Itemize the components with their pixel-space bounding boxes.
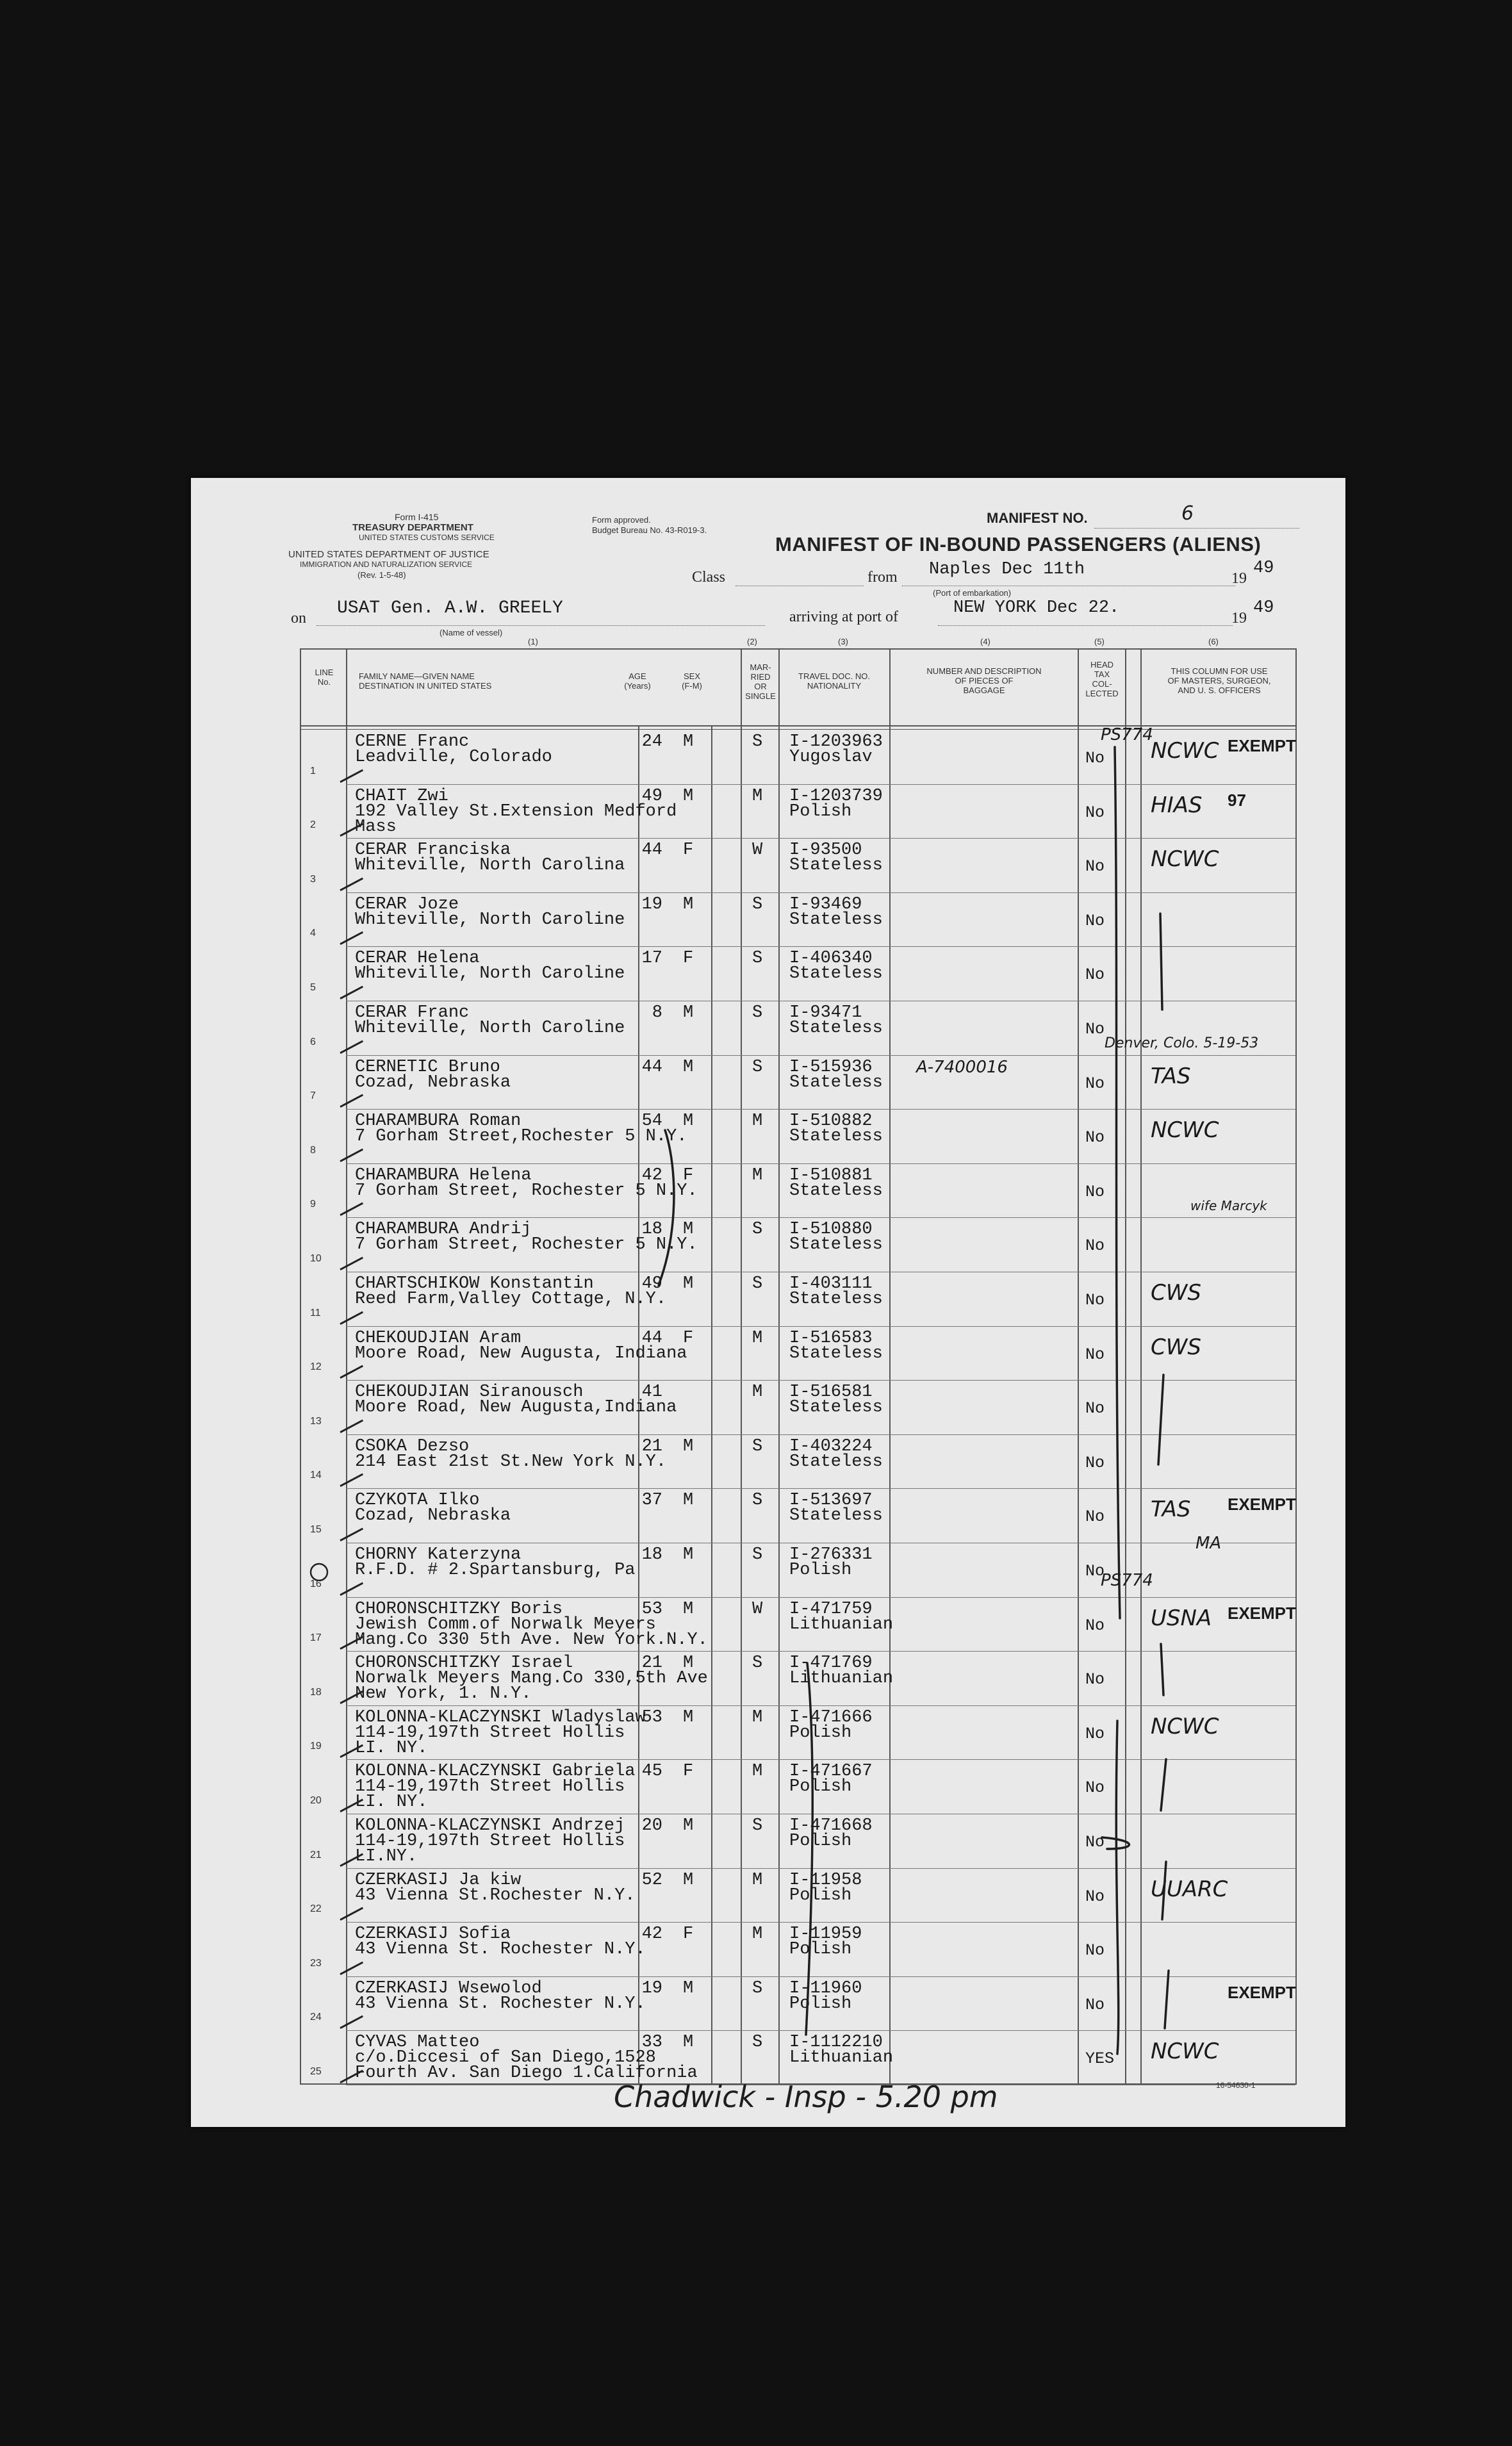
age: 19	[641, 894, 662, 914]
travel-doc-number: I-11958	[789, 1870, 862, 1890]
officer-annotation: wife Marcyk	[1190, 1198, 1267, 1213]
destination: Whiteville, North Carolina	[355, 856, 625, 876]
marital-status: S	[752, 1654, 763, 1673]
age: 19	[641, 1978, 662, 1998]
line-number: 25	[310, 2065, 322, 2077]
marital-status: S	[752, 894, 763, 914]
head-tax: No	[1085, 1020, 1105, 1038]
department-line: UNITED STATES CUSTOMS SERVICE	[359, 533, 495, 542]
footer-code: 16-54630-1	[1216, 2081, 1256, 2090]
officer-note: NCWC	[1151, 846, 1219, 873]
destination: c/o.Diccesi of San Diego,1528	[355, 2048, 656, 2068]
marital-status: S	[752, 732, 763, 751]
line-number: 12	[310, 1361, 322, 1373]
line-number: 16	[310, 1578, 322, 1589]
header-line-no: LINE No.	[315, 668, 334, 687]
on-label: on	[291, 610, 306, 627]
nationality: Yugoslav	[789, 748, 873, 767]
passenger-name: CHAIT Zwi	[355, 786, 448, 806]
destination: Reed Farm,Valley Cottage, N.Y.	[355, 1290, 667, 1309]
travel-doc-number: I-403224	[789, 1436, 873, 1456]
marital-status: M	[752, 1383, 763, 1402]
destination: 7 Gorham Street, Rochester 5 N.Y.	[355, 1181, 698, 1201]
nationality: Polish	[789, 1832, 852, 1851]
nationality: Polish	[789, 1561, 852, 1580]
age: 21	[641, 1436, 662, 1456]
age: 49	[641, 786, 662, 806]
nationality: Polish	[789, 1723, 852, 1743]
embarkation-note: (Port of embarkation)	[933, 588, 1012, 598]
destination-cont: Mang.Co 330 5th Ave. New York.N.Y.	[355, 1630, 708, 1650]
passenger-name: CERNE Franc	[355, 732, 470, 751]
nationality: Stateless	[789, 1398, 883, 1418]
year-value: 49	[1253, 598, 1274, 618]
header-baggage: NUMBER AND DESCRIPTION OF PIECES OF BAGGAGE	[926, 666, 1042, 695]
line-number: 17	[310, 1632, 322, 1644]
age: 44	[641, 841, 662, 860]
officer-note-secondary: EXEMPT	[1228, 1495, 1296, 1514]
line-number: 10	[310, 1252, 322, 1264]
passenger-name: KOLONNA-KLACZYNSKI Andrzej	[355, 1816, 625, 1835]
head-tax: No	[1085, 1724, 1105, 1743]
marital-status: M	[752, 1112, 763, 1131]
age: 17	[641, 949, 662, 969]
destination: 114-19,197th Street Hollis	[355, 1723, 625, 1743]
header-age: AGE (Years)	[624, 671, 651, 691]
travel-doc-number: I-403111	[789, 1274, 873, 1293]
nationality: Lithuanian	[789, 1669, 894, 1689]
passenger-name: CHEKOUDJIAN Siranousch	[355, 1383, 584, 1402]
officer-note: TAS	[1151, 1497, 1191, 1523]
passenger-name: CHORONSCHITZKY Israel	[355, 1654, 573, 1673]
sex: M	[683, 1599, 694, 1619]
year-prefix: 19	[1231, 610, 1247, 627]
age: 42	[641, 1925, 662, 1944]
line-number: 8	[310, 1144, 316, 1156]
passenger-name: CERNETIC Bruno	[355, 1057, 500, 1077]
travel-doc-number: I-11959	[789, 1925, 862, 1944]
age: 18	[641, 1220, 662, 1240]
head-tax: No	[1085, 1399, 1105, 1418]
officer-note: CWS	[1151, 1280, 1201, 1306]
officer-note: NCWC	[1151, 2039, 1219, 2065]
line-number: 5	[310, 981, 316, 993]
manifest-number: 6	[1181, 502, 1194, 525]
destination: Norwalk Meyers Mang.Co 330,5th Ave	[355, 1669, 708, 1689]
age: 21	[641, 1654, 662, 1673]
sex: M	[683, 2033, 694, 2053]
passenger-name: CERAR Joze	[355, 894, 459, 914]
passenger-name: CHARTSCHIKOW Konstantin	[355, 1274, 594, 1293]
handwritten-marks	[191, 478, 1345, 2127]
budget-bureau: Budget Bureau No. 43-R019-3.	[592, 525, 707, 535]
nationality: Polish	[789, 1940, 852, 1960]
nationality: Polish	[789, 1994, 852, 2014]
head-tax: No	[1085, 1236, 1105, 1256]
head-tax: No	[1085, 1182, 1105, 1201]
sex: M	[683, 1654, 694, 1673]
nationality: Stateless	[789, 856, 883, 876]
from-label: from	[867, 569, 898, 586]
sex: M	[683, 1220, 694, 1240]
passenger-name: CZERKASIJ Ja kiw	[355, 1870, 522, 1890]
destination-cont: LI.NY.	[355, 1847, 418, 1866]
age: 44	[641, 1057, 662, 1077]
manifest-number-label: MANIFEST NO.	[987, 510, 1088, 526]
marital-status: W	[752, 1599, 763, 1619]
nationality: Lithuanian	[789, 1614, 894, 1634]
travel-doc-number: I-516583	[789, 1328, 873, 1348]
officer-note-secondary: EXEMPT	[1228, 1982, 1296, 2002]
manifest-page	[191, 478, 1345, 2127]
sex: M	[683, 1057, 694, 1077]
marital-status: M	[752, 1870, 763, 1890]
marital-status: S	[752, 1978, 763, 1998]
column-number: (3)	[838, 637, 848, 646]
head-tax: No	[1085, 1995, 1105, 2014]
head-tax: No	[1085, 803, 1105, 822]
header-sex: SEX (F-M)	[682, 671, 702, 691]
travel-doc-number: I-406340	[789, 949, 873, 969]
line-number: 13	[310, 1415, 322, 1427]
travel-doc-number: I-276331	[789, 1545, 873, 1564]
travel-doc-number: I-471667	[789, 1762, 873, 1782]
head-tax: No	[1085, 1562, 1105, 1580]
passenger-name: CERAR Helena	[355, 949, 480, 969]
vessel-note: (Name of vessel)	[440, 628, 503, 637]
column-number: (1)	[528, 637, 538, 646]
destination: 114-19,197th Street Hollis	[355, 1777, 625, 1797]
destination-cont: Fourth Av. San Diego 1.California	[355, 2064, 698, 2083]
nationality: Polish	[789, 1885, 852, 1905]
destination-cont: Mass	[355, 817, 397, 837]
destination: Whiteville, North Caroline	[355, 910, 625, 930]
destination-cont: LI. NY.	[355, 1793, 428, 1812]
column-number: (4)	[980, 637, 990, 646]
age: 45	[641, 1762, 662, 1782]
head-tax: No	[1085, 1887, 1105, 1906]
officer-note: NCWC	[1151, 738, 1219, 764]
travel-doc-number: I-515936	[789, 1057, 873, 1077]
marital-status: S	[752, 1003, 763, 1022]
sex: M	[683, 732, 694, 751]
line-number: 18	[310, 1686, 322, 1698]
marital-status: S	[752, 1220, 763, 1240]
line-number: 19	[310, 1741, 322, 1752]
header-head-tax: HEAD TAX COL- LECTED	[1085, 660, 1119, 698]
passenger-name: CHEKOUDJIAN Aram	[355, 1328, 522, 1348]
marital-status: M	[752, 1165, 763, 1185]
destination: Moore Road, New Augusta,Indiana	[355, 1398, 677, 1418]
destination: 114-19,197th Street Hollis	[355, 1832, 625, 1851]
form-approved: Form approved.	[592, 515, 651, 525]
head-tax: No	[1085, 1291, 1105, 1309]
officer-note: UUARC	[1151, 1876, 1228, 1902]
line-number: 11	[310, 1307, 321, 1318]
nationality: Stateless	[789, 1019, 883, 1038]
marital-status: S	[752, 1436, 763, 1456]
sex: M	[683, 1978, 694, 1998]
age: 49	[641, 1274, 662, 1293]
destination: Leadville, Colorado	[355, 748, 552, 767]
head-tax: No	[1085, 1616, 1105, 1635]
travel-doc-number: I-11960	[789, 1978, 862, 1998]
officer-note-secondary: EXEMPT	[1228, 736, 1296, 755]
passenger-name: CERAR Franc	[355, 1003, 470, 1022]
head-tax: No	[1085, 1074, 1105, 1093]
age: 42	[641, 1165, 662, 1185]
nationality: Stateless	[789, 1072, 883, 1092]
header-name: FAMILY NAME—GIVEN NAME DESTINATION IN UNITED STATES	[359, 671, 492, 691]
destination: Whiteville, North Caroline	[355, 964, 625, 984]
age: 33	[641, 2033, 662, 2053]
line-number: 23	[310, 1957, 322, 1969]
vessel-name: USAT Gen. A.W. GREELY	[337, 598, 563, 618]
line-number: 1	[310, 765, 316, 776]
marital-status: S	[752, 1057, 763, 1077]
travel-doc-number: I-513697	[789, 1491, 873, 1511]
destination: R.F.D. # 2.Spartansburg, Pa	[355, 1561, 636, 1580]
nationality: Stateless	[789, 1506, 883, 1526]
line-number: 9	[310, 1199, 316, 1210]
travel-doc-number: I-510882	[789, 1112, 873, 1131]
officer-annotation: PS774	[1101, 1571, 1153, 1590]
sex: M	[683, 1870, 694, 1890]
age: 8	[652, 1003, 662, 1022]
marital-status: M	[752, 1707, 763, 1727]
officer-annotation: Denver, Colo. 5-19-53	[1105, 1035, 1259, 1051]
nationality: Stateless	[789, 1235, 883, 1255]
year-prefix: 19	[1231, 570, 1247, 587]
officer-note: CWS	[1151, 1334, 1201, 1360]
passenger-name: CZERKASIJ Sofia	[355, 1925, 511, 1944]
officer-note: USNA	[1151, 1605, 1212, 1631]
nationality: Stateless	[789, 1181, 883, 1201]
head-tax: No	[1085, 857, 1105, 876]
destination: 43 Vienna St. Rochester N.Y.	[355, 1994, 646, 2014]
sex: M	[683, 894, 694, 914]
age: 20	[641, 1816, 662, 1835]
age: 52	[641, 1870, 662, 1890]
head-tax: No	[1085, 1345, 1105, 1364]
head-tax: No	[1085, 1778, 1105, 1798]
line-number: 20	[310, 1794, 322, 1806]
sex: M	[683, 1545, 694, 1564]
marital-status: S	[752, 1274, 763, 1293]
head-tax: No	[1085, 1507, 1105, 1527]
port-of-embarkation: Naples Dec 11th	[929, 560, 1085, 579]
arrival-port-date: NEW YORK Dec 22.	[953, 598, 1120, 618]
department-line: UNITED STATES DEPARTMENT OF JUSTICE	[288, 549, 489, 560]
passenger-name: CHARAMBURA Andrij	[355, 1220, 532, 1240]
head-tax: YES	[1085, 2049, 1115, 2069]
destination-cont: LI. NY.	[355, 1738, 428, 1758]
destination: 7 Gorham Street, Rochester 5 N.Y.	[355, 1235, 698, 1255]
travel-doc-number: I-471666	[789, 1707, 873, 1727]
destination: 43 Vienna St.Rochester N.Y.	[355, 1885, 636, 1905]
marital-status: S	[752, 2033, 763, 2053]
sex: F	[683, 1328, 694, 1348]
revision-date: (Rev. 1-5-48)	[357, 570, 406, 580]
age: 41	[641, 1383, 662, 1402]
officer-note-secondary: 97	[1228, 790, 1246, 810]
line-number: 3	[310, 873, 316, 885]
officer-note: TAS	[1151, 1063, 1191, 1089]
officer-annotation: MA	[1196, 1534, 1222, 1553]
sex: F	[683, 1925, 694, 1944]
sex: M	[683, 1816, 694, 1835]
passenger-name: CYVAS Matteo	[355, 2033, 480, 2053]
nationality: Stateless	[789, 964, 883, 984]
travel-doc-number: I-471668	[789, 1816, 873, 1835]
sex: M	[683, 1491, 694, 1511]
age: 37	[641, 1491, 662, 1511]
officer-note: NCWC	[1151, 1713, 1219, 1739]
travel-doc-number: I-93500	[789, 841, 862, 860]
passenger-name: CERAR Franciska	[355, 841, 511, 860]
line-number: 22	[310, 1903, 322, 1915]
travel-doc-number: I-516581	[789, 1383, 873, 1402]
destination: 214 East 21st St.New York N.Y.	[355, 1452, 667, 1472]
nationality: Stateless	[789, 1127, 883, 1147]
marital-status: S	[752, 1816, 763, 1835]
line-number: 15	[310, 1523, 322, 1535]
class-label: Class	[692, 569, 726, 586]
officer-note: HIAS	[1151, 792, 1203, 818]
sex: F	[683, 1165, 694, 1185]
nationality: Stateless	[789, 1343, 883, 1363]
column-number: (6)	[1208, 637, 1219, 646]
head-tax: No	[1085, 911, 1105, 930]
travel-doc-number: I-1112210	[789, 2033, 883, 2053]
destination: 7 Gorham Street,Rochester 5 N.Y.	[355, 1127, 687, 1147]
inspector-signature: Chadwick - Insp - 5.20 pm	[614, 2080, 998, 2114]
destination: Cozad, Nebraska	[355, 1072, 511, 1092]
passenger-name: CHORNY Katerzyna	[355, 1545, 522, 1564]
marital-status: S	[752, 1545, 763, 1564]
passenger-name: CHORONSCHITZKY Boris	[355, 1599, 563, 1619]
header-travel-doc: TRAVEL DOC. NO. NATIONALITY	[798, 671, 870, 691]
line-number: 2	[310, 819, 316, 831]
destination: 192 Valley St.Extension Medford	[355, 801, 677, 821]
sex: M	[683, 1112, 694, 1131]
line-number: 4	[310, 928, 316, 939]
head-tax: No	[1085, 749, 1105, 767]
travel-doc-number: I-510880	[789, 1220, 873, 1240]
marital-status: M	[752, 1762, 763, 1782]
department-line: IMMIGRATION AND NATURALIZATION SERVICE	[300, 560, 473, 569]
marital-status: M	[752, 1328, 763, 1348]
head-tax: No	[1085, 1453, 1105, 1472]
age: 18	[641, 1545, 662, 1564]
nationality: Lithuanian	[789, 2048, 894, 2068]
baggage-number: A-7400016	[916, 1057, 1008, 1077]
travel-doc-number: I-471759	[789, 1599, 873, 1619]
nationality: Stateless	[789, 1452, 883, 1472]
passenger-name: KOLONNA-KLACZYNSKI Wladyslaw	[355, 1707, 646, 1727]
travel-doc-number: I-1203963	[789, 732, 883, 751]
officer-note: NCWC	[1151, 1117, 1219, 1144]
head-tax: No	[1085, 1833, 1105, 1851]
destination-cont: New York, 1. N.Y.	[355, 1684, 532, 1704]
officer-note-secondary: EXEMPT	[1228, 1603, 1296, 1623]
destination: Moore Road, New Augusta, Indiana	[355, 1343, 687, 1363]
marital-status: M	[752, 1925, 763, 1944]
sex: F	[683, 949, 694, 969]
travel-doc-number: I-93471	[789, 1003, 862, 1022]
age: 53	[641, 1707, 662, 1727]
officer-annotation: PS774	[1101, 725, 1153, 744]
sex: F	[683, 1762, 694, 1782]
destination: Whiteville, North Caroline	[355, 1019, 625, 1038]
head-tax: No	[1085, 1128, 1105, 1147]
head-tax: No	[1085, 965, 1105, 985]
passenger-name: CZERKASIJ Wsewolod	[355, 1978, 542, 1998]
line-number: 7	[310, 1090, 316, 1102]
marital-status: S	[752, 1491, 763, 1511]
sex: M	[683, 1707, 694, 1727]
passenger-name: CHARAMBURA Helena	[355, 1165, 532, 1185]
sex: M	[683, 1436, 694, 1456]
line-number: 14	[310, 1470, 322, 1481]
manifest-title: MANIFEST OF IN-BOUND PASSENGERS (ALIENS)	[775, 533, 1261, 555]
sex: F	[683, 841, 694, 860]
passenger-name: CHARAMBURA Roman	[355, 1112, 522, 1131]
passenger-name: CSOKA Dezso	[355, 1436, 470, 1456]
destination: 43 Vienna St. Rochester N.Y.	[355, 1940, 646, 1960]
travel-doc-number: I-510881	[789, 1165, 873, 1185]
column-number: (2)	[747, 637, 757, 646]
column-number: (5)	[1094, 637, 1105, 646]
destination: Jewish Comm.of Norwalk Meyers	[355, 1614, 656, 1634]
travel-doc-number: I-1203739	[789, 786, 883, 806]
nationality: Polish	[789, 1777, 852, 1797]
age: 54	[641, 1112, 662, 1131]
arriving-label: arriving at port of	[789, 609, 898, 625]
age: 44	[641, 1328, 662, 1348]
line-number: 6	[310, 1036, 316, 1047]
line-number: 24	[310, 2012, 322, 2023]
age: 53	[641, 1599, 662, 1619]
form-number: Form I-415	[395, 512, 439, 522]
passenger-name: KOLONNA-KLACZYNSKI Gabriela	[355, 1762, 636, 1782]
travel-doc-number: I-471769	[789, 1654, 873, 1673]
year-value: 49	[1253, 559, 1274, 578]
marital-status: W	[752, 841, 763, 860]
age: 24	[641, 732, 662, 751]
sex: M	[683, 786, 694, 806]
sex: M	[683, 1003, 694, 1022]
travel-doc-number: I-93469	[789, 894, 862, 914]
destination: Cozad, Nebraska	[355, 1506, 511, 1526]
nationality: Stateless	[789, 1290, 883, 1309]
nationality: Polish	[789, 801, 852, 821]
marital-status: M	[752, 786, 763, 806]
head-tax: No	[1085, 1670, 1105, 1689]
department-line: TREASURY DEPARTMENT	[352, 522, 473, 533]
line-number: 21	[310, 1849, 322, 1860]
head-tax: No	[1085, 1941, 1105, 1960]
marital-status: S	[752, 949, 763, 969]
passenger-name: CZYKOTA Ilko	[355, 1491, 480, 1511]
header-officers: THIS COLUMN FOR USE OF MASTERS, SURGEON, AND U. S. OFFICERS	[1167, 666, 1271, 695]
nationality: Stateless	[789, 910, 883, 930]
sex: M	[683, 1274, 694, 1293]
header-married: MAR- RIED OR SINGLE	[745, 662, 776, 701]
